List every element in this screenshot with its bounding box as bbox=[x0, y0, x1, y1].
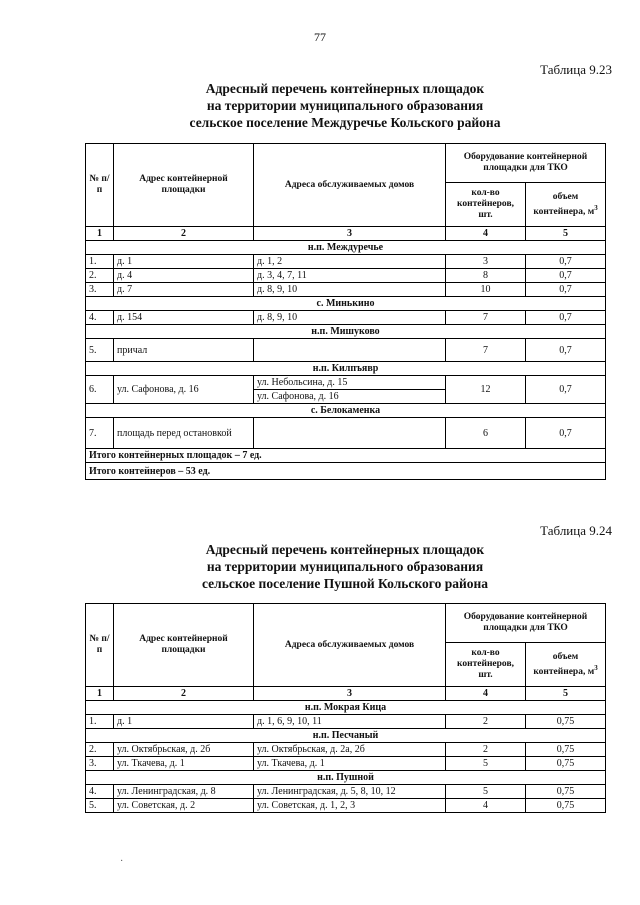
settlement-row: н.п. Песчаный bbox=[86, 729, 606, 743]
table-row: 4. д. 154 д. 8, 9, 10 7 0,7 bbox=[86, 311, 606, 325]
settlement-row: н.п. Килпъявр bbox=[86, 362, 606, 376]
header-volume: объем контейнера, $м^3$ bbox=[526, 183, 606, 227]
table-title: Адресный перечень контейнерных площадок на территории муниципального образования сельское поселение Пушной Кольского района bbox=[201, 542, 489, 591]
column-numbers-row: 1 2 3 4 5 bbox=[86, 687, 606, 701]
table-title: Адресный перечень контейнерных площадок на территории муниципального образования сельское поселение Междуречье Кольского района bbox=[189, 81, 501, 130]
header-num: № п/п bbox=[86, 144, 114, 227]
table-row: 7. площадь перед остановкой 6 0,7 bbox=[86, 418, 606, 449]
table-row: 2. д. 4 д. 3, 4, 7, 11 8 0,7 bbox=[86, 269, 606, 283]
settlement-row: с. Белокаменка bbox=[86, 404, 606, 418]
total-row: Итого контейнеров – 53 ед. bbox=[86, 463, 606, 480]
table-label: Таблица 9.24 bbox=[540, 523, 612, 538]
settlement-row: н.п. Мокрая Кица bbox=[86, 701, 606, 715]
table-row: 4. ул. Ленинградская, д. 8 ул. Ленинградская, д. 5, 8, 10, 12 5 0,75 bbox=[86, 785, 606, 799]
table-row: 5. причал 7 0,7 bbox=[86, 339, 606, 362]
header-equipment: Оборудование контейнерной площадки для ТКО bbox=[446, 144, 606, 183]
table-row: 3. д. 7 д. 8, 9, 10 10 0,7 bbox=[86, 283, 606, 297]
page-number: 77 bbox=[314, 30, 326, 44]
table-row: 3. ул. Ткачева, д. 1 ул. Ткачева, д. 1 5 0,75 bbox=[86, 757, 606, 771]
column-numbers-row: 1 2 3 4 5 bbox=[86, 227, 606, 241]
container-sites-table bbox=[85, 603, 606, 813]
header-count: кол-во контейнеров, шт. bbox=[446, 183, 526, 227]
settlement-row: н.п. Междуречье bbox=[86, 241, 606, 255]
header-site-address: Адрес контейнерной площадки bbox=[114, 604, 254, 687]
table-row: 1. д. 1 д. 1, 2 3 0,7 bbox=[86, 255, 606, 269]
table-label: Таблица 9.23 bbox=[540, 62, 612, 77]
header-house-addresses: Адреса обслуживаемых домов bbox=[254, 604, 446, 687]
settlement-row: н.п. Мишуково bbox=[86, 325, 606, 339]
table-row: 2. ул. Октябрьская, д. 2б ул. Октябрьская, д. 2а, 2б 2 0,75 bbox=[86, 743, 606, 757]
table-row: 6. ул. Сафонова, д. 16 ул. Небольсина, д. 15 12 0,7 bbox=[86, 376, 606, 390]
settlement-row: н.п. Пушной bbox=[86, 771, 606, 785]
total-row: Итого контейнерных площадок – 7 ед. bbox=[86, 449, 606, 463]
table-row: 5. ул. Советская, д. 2 ул. Советская, д. 1, 2, 3 4 0,75 bbox=[86, 799, 606, 813]
header-volume: объем контейнера, $м^3$ bbox=[526, 643, 606, 687]
header-count: кол-во контейнеров, шт. bbox=[446, 643, 526, 687]
header-num: № п/п bbox=[86, 604, 114, 687]
table-row: ул. Сафонова, д. 16 bbox=[86, 390, 606, 404]
container-sites-table bbox=[85, 143, 606, 480]
header-site-address: Адрес контейнерной площадки bbox=[114, 144, 254, 227]
table-row: 1. д. 1 д. 1, 6, 9, 10, 11 2 0,75 bbox=[86, 715, 606, 729]
settlement-row: с. Минькино bbox=[86, 297, 606, 311]
scan-speck: · bbox=[120, 856, 124, 867]
header-house-addresses: Адреса обслуживаемых домов bbox=[254, 144, 446, 227]
header-equipment: Оборудование контейнерной площадки для ТКО bbox=[446, 604, 606, 643]
